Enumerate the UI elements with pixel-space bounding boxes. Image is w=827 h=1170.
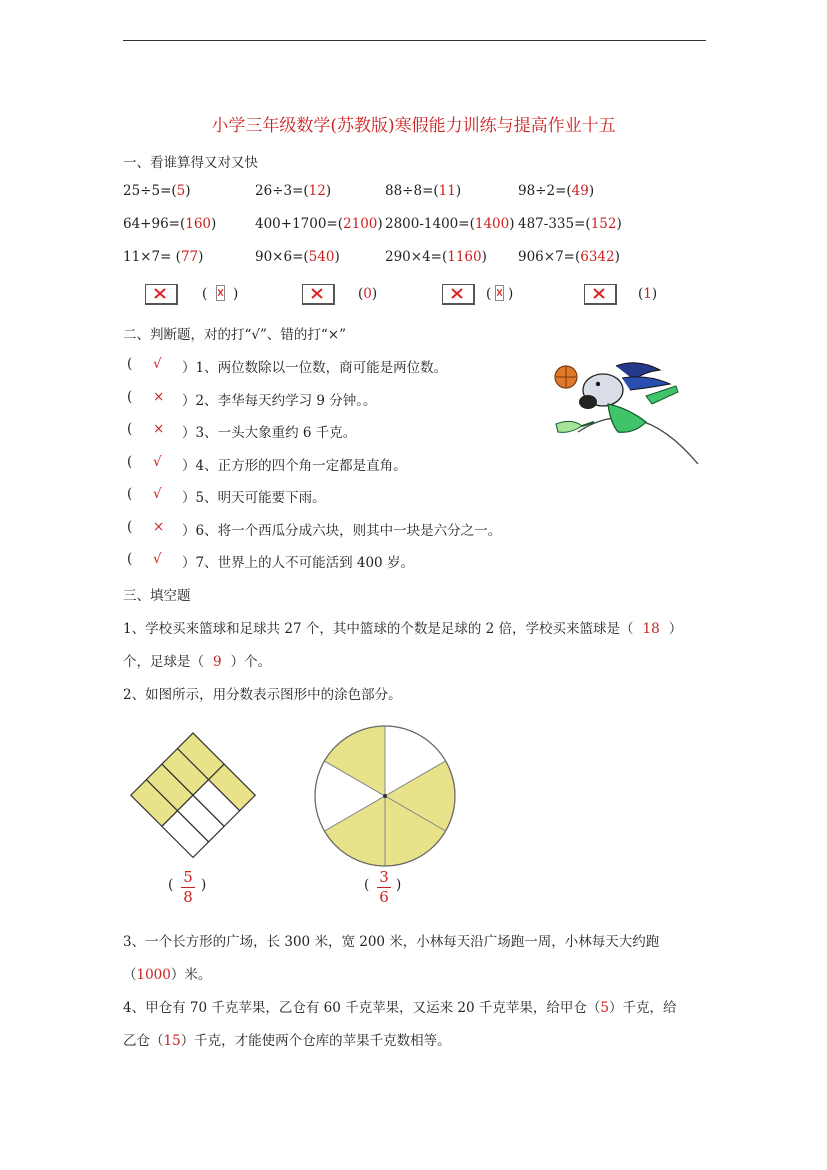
calc-item <box>123 183 191 199</box>
answer: 2100 <box>343 216 378 232</box>
broken-row-open: ( <box>486 286 492 302</box>
broken-row-open: ( <box>358 286 364 302</box>
paren-open: ( <box>127 519 133 535</box>
calc-item <box>518 216 622 232</box>
judgement-statement: ）3、一头大象重约 6 千克。 <box>182 425 357 441</box>
calc-question: 90×6=( <box>255 249 309 265</box>
calc-close: ) <box>481 249 487 265</box>
calc-question: 400+1700=( <box>255 216 344 232</box>
judgement-statement: ）4、正方形的四个角一定都是直角。 <box>182 458 407 474</box>
calc-close: ) <box>198 249 204 265</box>
calc-close: ) <box>588 183 595 199</box>
judgement-mark: × <box>153 389 165 405</box>
page-title: 小学三年级数学(苏教版)寒假能力训练与提高作业十五 <box>211 116 616 136</box>
calc-close: ) <box>509 216 515 232</box>
calc-question: 906×7=( <box>518 249 581 265</box>
calc-close: ) <box>377 216 383 232</box>
answer: 1000 <box>136 967 171 983</box>
circle-sector-figure <box>313 724 457 868</box>
judgement-mark: × <box>153 421 165 437</box>
calc-item <box>255 183 331 199</box>
paren-open: ( <box>127 486 133 502</box>
broken-row-close: ) <box>371 286 378 302</box>
cartoon-dog-basketball-illustration <box>548 352 700 466</box>
question-1-line-2: 个，足球是（ 9 ）个。 <box>123 654 272 670</box>
calc-question: 11×7= ( <box>123 249 181 265</box>
calc-close: ) <box>614 249 620 265</box>
answer: 9 <box>213 654 222 670</box>
calc-question: 290×4=( <box>385 249 448 265</box>
calc-item <box>123 216 216 232</box>
diamond-grid-figure <box>128 730 258 860</box>
broken-image-icon <box>584 284 617 305</box>
broken-image-icon <box>442 284 475 305</box>
calc-question: 98÷2=( <box>518 183 572 199</box>
broken-image-icon <box>302 284 335 305</box>
section1-heading: 一、看谁算得又对又快 <box>123 155 258 171</box>
answer: 5 <box>600 1000 609 1016</box>
broken-row-close: ) <box>651 286 658 302</box>
question-1-line-1: 1、学校买来篮球和足球共 27 个，其中篮球的个数是足球的 2 倍，学校买来篮球是（ 18 ） <box>123 621 683 637</box>
judgement-mark: √ <box>153 551 162 567</box>
calc-close: ) <box>455 183 462 199</box>
answer: 15 <box>163 1033 181 1049</box>
answer: 12 <box>308 183 326 199</box>
calc-item <box>255 216 383 232</box>
answer: 49 <box>571 183 589 199</box>
calc-question: 64+96=( <box>123 216 186 232</box>
answer: 160 <box>185 216 212 232</box>
judgement-statement: ）5、明天可能要下雨。 <box>182 490 326 506</box>
question-4-line-2: 乙仓（15）千克，才能使两个仓库的苹果千克数相等。 <box>123 1033 451 1049</box>
paren-open: ( <box>364 877 370 893</box>
fraction-answer-2: 3 6 <box>377 869 391 906</box>
calc-close: ) <box>616 216 622 232</box>
judgement-statement: ）2、李华每天约学习 9 分钟。。 <box>182 393 377 409</box>
answer: 1160 <box>447 249 482 265</box>
answer: 6342 <box>580 249 615 265</box>
calc-item <box>518 249 620 265</box>
calc-item <box>385 183 461 199</box>
calc-close: ) <box>325 183 332 199</box>
paren-open: ( <box>168 877 174 893</box>
answer: 11 <box>438 183 456 199</box>
paren-close: ) <box>201 877 207 893</box>
broken-row-close: ) <box>508 286 514 302</box>
section3-heading: 三、填空题 <box>123 588 191 604</box>
calc-close: ) <box>211 216 217 232</box>
broken-image-icon <box>495 285 504 301</box>
broken-row-open: ( <box>638 286 644 302</box>
judgement-mark: √ <box>153 454 162 470</box>
broken-image-icon <box>145 284 178 305</box>
calc-item <box>385 216 515 232</box>
calc-close: ) <box>334 249 340 265</box>
broken-row-close: ) <box>233 286 239 302</box>
question-2: 2、如图所示，用分数表示图形中的涂色部分。 <box>123 687 402 703</box>
calc-close: ) <box>185 183 191 199</box>
section2-heading: 二、判断题，对的打“√”、错的打“×” <box>123 327 347 343</box>
question-3-line-2: （1000）米。 <box>123 967 212 983</box>
judgement-statement: ）1、两位数除以一位数，商可能是两位数。 <box>182 360 448 376</box>
paren-open: ( <box>127 551 133 567</box>
answer: 1 <box>643 286 652 302</box>
fraction-answer-1: 5 8 <box>181 869 195 906</box>
paren-open: ( <box>127 421 133 437</box>
answer: 1400 <box>474 216 510 232</box>
header-rule <box>123 40 706 41</box>
calc-question: 2800-1400=( <box>385 216 475 232</box>
judgement-mark: √ <box>153 486 162 502</box>
question-4-line-1: 4、甲仓有 70 千克苹果，乙仓有 60 千克苹果，又运来 20 千克苹果，给甲仓（5）千克，给 <box>123 1000 677 1016</box>
paren-open: ( <box>127 389 133 405</box>
calc-item <box>518 183 594 199</box>
calc-question: 88÷8=( <box>385 183 439 199</box>
answer: 5 <box>176 183 186 199</box>
answer: 18 <box>642 621 660 637</box>
calc-item <box>385 249 487 265</box>
answer: 77 <box>180 249 199 265</box>
broken-row-open: ( <box>202 286 208 302</box>
judgement-statement: ）7、世界上的人不可能活到 400 岁。 <box>182 555 414 571</box>
judgement-mark: √ <box>153 356 162 372</box>
question-3-line-1: 3、一个长方形的广场，长 300 米，宽 200 米，小林每天沿广场跑一周，小林每天大约跑 <box>123 934 660 950</box>
answer: 0 <box>363 286 372 302</box>
paren-open: ( <box>127 454 133 470</box>
paren-open: ( <box>127 356 133 372</box>
calc-question: 25÷5=( <box>123 183 177 199</box>
calc-question: 487-335=( <box>518 216 591 232</box>
judgement-mark: × <box>153 519 165 535</box>
answer: 540 <box>308 249 335 265</box>
calc-question: 26÷3=( <box>255 183 309 199</box>
broken-image-icon <box>216 285 225 301</box>
calc-item <box>255 249 340 265</box>
answer: 152 <box>590 216 617 232</box>
judgement-statement: ）6、将一个西瓜分成六块，则其中一块是六分之一。 <box>182 523 502 539</box>
calc-item <box>123 249 203 265</box>
paren-close: ) <box>396 877 402 893</box>
